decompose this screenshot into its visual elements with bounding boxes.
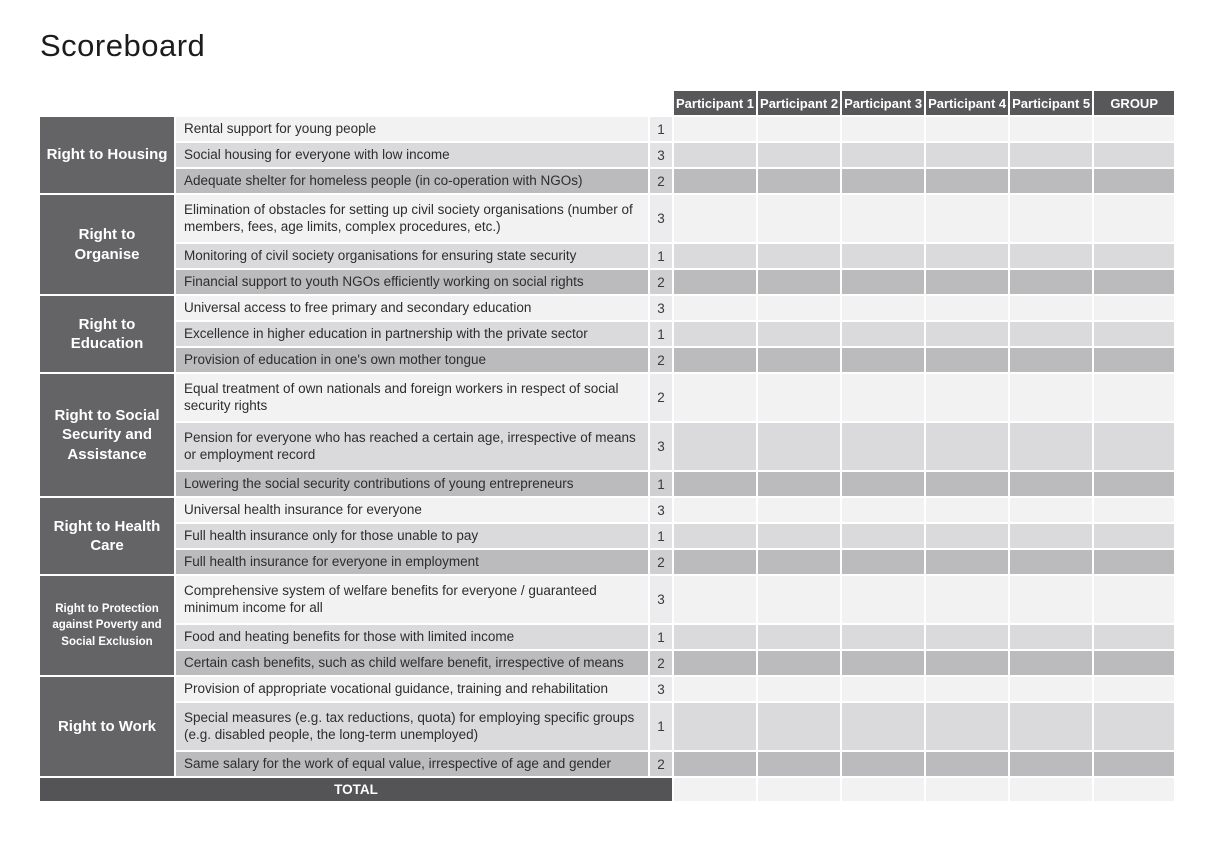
category-right-to-social-security: Right to Social Security and Assistance (40, 374, 174, 496)
participant-cell[interactable] (674, 169, 756, 193)
group-cell[interactable] (1094, 244, 1174, 268)
participant-cell[interactable] (1010, 296, 1092, 320)
statement-cell: Excellence in higher education in partnership with the private sector (176, 322, 648, 346)
participant-cell[interactable] (842, 117, 924, 141)
participant-cell[interactable] (926, 625, 1008, 649)
table-row (40, 524, 1174, 548)
table-row (40, 651, 1174, 675)
participant-cell[interactable] (926, 374, 1008, 421)
participant-cell[interactable] (926, 244, 1008, 268)
participant-cell[interactable] (674, 374, 756, 421)
participant-cell[interactable] (674, 651, 756, 675)
total-label: TOTAL (40, 778, 672, 801)
participant-cell[interactable] (674, 677, 756, 701)
participant-cell[interactable] (926, 677, 1008, 701)
statement-cell: Monitoring of civil society organisations for ensuring state security (176, 244, 648, 268)
total-row (40, 778, 1174, 801)
participant-cell[interactable] (674, 143, 756, 167)
table-row (40, 348, 1174, 372)
statement-cell: Equal treatment of own nationals and foreign workers in respect of social security rights (176, 374, 648, 421)
statement-cell: Full health insurance for everyone in employment (176, 550, 648, 574)
statement-cell: Full health insurance only for those unable to pay (176, 524, 648, 548)
statement-cell: Same salary for the work of equal value, irrespective of age and gender (176, 752, 648, 776)
participant-cell[interactable] (1010, 143, 1092, 167)
group-cell[interactable] (1094, 296, 1174, 320)
score-value: 3 (650, 423, 672, 470)
participant-cell[interactable] (842, 270, 924, 294)
col-header-participant-1: Participant 1 (674, 91, 756, 115)
participant-cell[interactable] (842, 576, 924, 623)
group-cell[interactable] (1094, 703, 1174, 750)
participant-cell[interactable] (926, 703, 1008, 750)
statement-cell: Universal access to free primary and secondary education (176, 296, 648, 320)
participant-cell[interactable] (842, 143, 924, 167)
participant-cell[interactable] (926, 143, 1008, 167)
statement-cell: Comprehensive system of welfare benefits for everyone / guaranteed minimum income for all (176, 576, 648, 623)
participant-cell[interactable] (674, 195, 756, 242)
participant-cell[interactable] (842, 625, 924, 649)
participant-cell[interactable] (1010, 625, 1092, 649)
score-value: 1 (650, 117, 672, 141)
score-value: 2 (650, 348, 672, 372)
participant-cell[interactable] (758, 703, 840, 750)
col-header-group: GROUP (1094, 91, 1174, 115)
col-header-participant-2: Participant 2 (758, 91, 840, 115)
participant-cell[interactable] (758, 498, 840, 522)
statement-cell: Social housing for everyone with low income (176, 143, 648, 167)
score-value: 3 (650, 576, 672, 623)
participant-cell[interactable] (758, 195, 840, 242)
participant-cell[interactable] (926, 423, 1008, 470)
score-value: 3 (650, 677, 672, 701)
participant-cell[interactable] (674, 296, 756, 320)
participant-cell[interactable] (842, 703, 924, 750)
group-cell[interactable] (1094, 322, 1174, 346)
participant-cell[interactable] (1010, 348, 1092, 372)
group-cell[interactable] (1094, 651, 1174, 675)
total-participant-cell[interactable] (674, 778, 756, 801)
participant-cell[interactable] (1010, 677, 1092, 701)
score-value: 2 (650, 550, 672, 574)
group-cell[interactable] (1094, 498, 1174, 522)
participant-cell[interactable] (842, 169, 924, 193)
total-participant-cell[interactable] (1010, 778, 1092, 801)
participant-cell[interactable] (758, 524, 840, 548)
table-row (40, 374, 1174, 421)
statement-cell: Provision of education in one's own mother tongue (176, 348, 648, 372)
category-right-to-education: Right to Education (40, 296, 174, 372)
table-row (40, 322, 1174, 346)
total-group-cell[interactable] (1094, 778, 1174, 801)
statement-cell: Food and heating benefits for those with limited income (176, 625, 648, 649)
category-right-to-work: Right to Work (40, 677, 174, 776)
statement-cell: Special measures (e.g. tax reductions, quota) for employing specific groups (e.g. disabled people, the long-term unemployed) (176, 703, 648, 750)
statement-cell: Elimination of obstacles for setting up civil society organisations (number of members, fees, age limits, complex procedures, etc.) (176, 195, 648, 242)
participant-cell[interactable] (842, 472, 924, 496)
group-cell[interactable] (1094, 143, 1174, 167)
participant-cell[interactable] (842, 195, 924, 242)
score-value: 2 (650, 169, 672, 193)
participant-cell[interactable] (1010, 322, 1092, 346)
participant-cell[interactable] (758, 117, 840, 141)
score-value: 3 (650, 296, 672, 320)
total-participant-cell[interactable] (758, 778, 840, 801)
participant-cell[interactable] (758, 270, 840, 294)
group-cell[interactable] (1094, 423, 1174, 470)
group-cell[interactable] (1094, 576, 1174, 623)
category-right-to-health-care: Right to Health Care (40, 498, 174, 574)
participant-cell[interactable] (1010, 423, 1092, 470)
participant-cell[interactable] (842, 550, 924, 574)
header-spacer (40, 91, 672, 115)
statement-cell: Financial support to youth NGOs efficiently working on social rights (176, 270, 648, 294)
statement-cell: Adequate shelter for homeless people (in co-operation with NGOs) (176, 169, 648, 193)
score-value: 1 (650, 524, 672, 548)
table-row (40, 550, 1174, 574)
header-row (40, 91, 1174, 115)
participant-cell[interactable] (758, 143, 840, 167)
participant-cell[interactable] (842, 322, 924, 346)
score-value: 1 (650, 625, 672, 649)
participant-cell[interactable] (926, 348, 1008, 372)
category-right-to-housing: Right to Housing (40, 117, 174, 193)
participant-cell[interactable] (674, 117, 756, 141)
participant-cell[interactable] (758, 677, 840, 701)
participant-cell[interactable] (758, 348, 840, 372)
group-cell[interactable] (1094, 524, 1174, 548)
statement-cell: Certain cash benefits, such as child welfare benefit, irrespective of means (176, 651, 648, 675)
participant-cell[interactable] (1010, 169, 1092, 193)
participant-cell[interactable] (842, 651, 924, 675)
table-row (40, 752, 1174, 776)
score-value: 1 (650, 244, 672, 268)
participant-cell[interactable] (1010, 374, 1092, 421)
score-value: 2 (650, 752, 672, 776)
participant-cell[interactable] (926, 550, 1008, 574)
participant-cell[interactable] (674, 498, 756, 522)
participant-cell[interactable] (842, 296, 924, 320)
table-row (40, 270, 1174, 294)
table-row (40, 498, 1174, 522)
total-participant-cell[interactable] (842, 778, 924, 801)
score-value: 3 (650, 195, 672, 242)
participant-cell[interactable] (926, 322, 1008, 346)
table-row (40, 472, 1174, 496)
participant-cell[interactable] (1010, 270, 1092, 294)
score-value: 2 (650, 651, 672, 675)
participant-cell[interactable] (926, 270, 1008, 294)
statement-cell: Provision of appropriate vocational guidance, training and rehabilitation (176, 677, 648, 701)
group-cell[interactable] (1094, 117, 1174, 141)
participant-cell[interactable] (674, 270, 756, 294)
participant-cell[interactable] (758, 550, 840, 574)
participant-cell[interactable] (842, 498, 924, 522)
participant-cell[interactable] (758, 625, 840, 649)
participant-cell[interactable] (758, 423, 840, 470)
participant-cell[interactable] (1010, 117, 1092, 141)
total-participant-cell[interactable] (926, 778, 1008, 801)
table-row (40, 703, 1174, 750)
participant-cell[interactable] (674, 752, 756, 776)
col-header-participant-4: Participant 4 (926, 91, 1008, 115)
table-row (40, 423, 1174, 470)
group-cell[interactable] (1094, 625, 1174, 649)
col-header-participant-3: Participant 3 (842, 91, 924, 115)
participant-cell[interactable] (758, 374, 840, 421)
participant-cell[interactable] (842, 524, 924, 548)
table-row (40, 169, 1174, 193)
group-cell[interactable] (1094, 472, 1174, 496)
col-header-participant-5: Participant 5 (1010, 91, 1092, 115)
statement-cell: Lowering the social security contributions of young entrepreneurs (176, 472, 648, 496)
participant-cell[interactable] (1010, 472, 1092, 496)
participant-cell[interactable] (926, 752, 1008, 776)
participant-cell[interactable] (1010, 498, 1092, 522)
category-right-to-organise: Right to Organise (40, 195, 174, 294)
participant-cell[interactable] (1010, 703, 1092, 750)
participant-cell[interactable] (926, 296, 1008, 320)
participant-cell[interactable] (674, 423, 756, 470)
group-cell[interactable] (1094, 169, 1174, 193)
category-right-to-protection-poverty: Right to Protection against Poverty and Social Exclusion (40, 576, 174, 675)
participant-cell[interactable] (1010, 244, 1092, 268)
participant-cell[interactable] (842, 348, 924, 372)
group-cell[interactable] (1094, 270, 1174, 294)
participant-cell[interactable] (674, 625, 756, 649)
participant-cell[interactable] (926, 651, 1008, 675)
page-title: Scoreboard (40, 28, 206, 63)
participant-cell[interactable] (674, 348, 756, 372)
group-cell[interactable] (1094, 348, 1174, 372)
table-row (40, 677, 1174, 701)
participant-cell[interactable] (674, 576, 756, 623)
statement-cell: Universal health insurance for everyone (176, 498, 648, 522)
participant-cell[interactable] (1010, 576, 1092, 623)
table-row (40, 117, 1174, 141)
participant-cell[interactable] (926, 195, 1008, 242)
participant-cell[interactable] (1010, 550, 1092, 574)
participant-cell[interactable] (926, 498, 1008, 522)
score-value: 2 (650, 270, 672, 294)
participant-cell[interactable] (1010, 651, 1092, 675)
group-cell[interactable] (1094, 550, 1174, 574)
score-value: 3 (650, 498, 672, 522)
group-cell[interactable] (1094, 374, 1174, 421)
participant-cell[interactable] (926, 117, 1008, 141)
participant-cell[interactable] (842, 244, 924, 268)
participant-cell[interactable] (758, 244, 840, 268)
statement-cell: Pension for everyone who has reached a certain age, irrespective of means or employment record (176, 423, 648, 470)
table-row (40, 143, 1174, 167)
participant-cell[interactable] (1010, 195, 1092, 242)
table-row (40, 244, 1174, 268)
participant-cell[interactable] (674, 550, 756, 574)
score-value: 1 (650, 472, 672, 496)
table-row (40, 296, 1174, 320)
participant-cell[interactable] (926, 524, 1008, 548)
participant-cell[interactable] (674, 244, 756, 268)
participant-cell[interactable] (842, 752, 924, 776)
score-value: 2 (650, 374, 672, 421)
group-cell[interactable] (1094, 752, 1174, 776)
participant-cell[interactable] (1010, 524, 1092, 548)
group-cell[interactable] (1094, 195, 1174, 242)
score-value: 1 (650, 703, 672, 750)
participant-cell[interactable] (758, 752, 840, 776)
score-value: 3 (650, 143, 672, 167)
participant-cell[interactable] (758, 322, 840, 346)
participant-cell[interactable] (758, 576, 840, 623)
participant-cell[interactable] (926, 169, 1008, 193)
participant-cell[interactable] (842, 374, 924, 421)
table-row (40, 625, 1174, 649)
statement-cell: Rental support for young people (176, 117, 648, 141)
participant-cell[interactable] (758, 169, 840, 193)
participant-cell[interactable] (842, 423, 924, 470)
participant-cell[interactable] (758, 296, 840, 320)
participant-cell[interactable] (842, 677, 924, 701)
participant-cell[interactable] (674, 322, 756, 346)
participant-cell[interactable] (674, 472, 756, 496)
participant-cell[interactable] (1010, 752, 1092, 776)
table-row (40, 576, 1174, 623)
score-value: 1 (650, 322, 672, 346)
participant-cell[interactable] (758, 472, 840, 496)
group-cell[interactable] (1094, 677, 1174, 701)
table-row (40, 195, 1174, 242)
participant-cell[interactable] (674, 524, 756, 548)
scoreboard-table (38, 89, 1176, 803)
participant-cell[interactable] (926, 576, 1008, 623)
participant-cell[interactable] (758, 651, 840, 675)
participant-cell[interactable] (674, 703, 756, 750)
participant-cell[interactable] (926, 472, 1008, 496)
